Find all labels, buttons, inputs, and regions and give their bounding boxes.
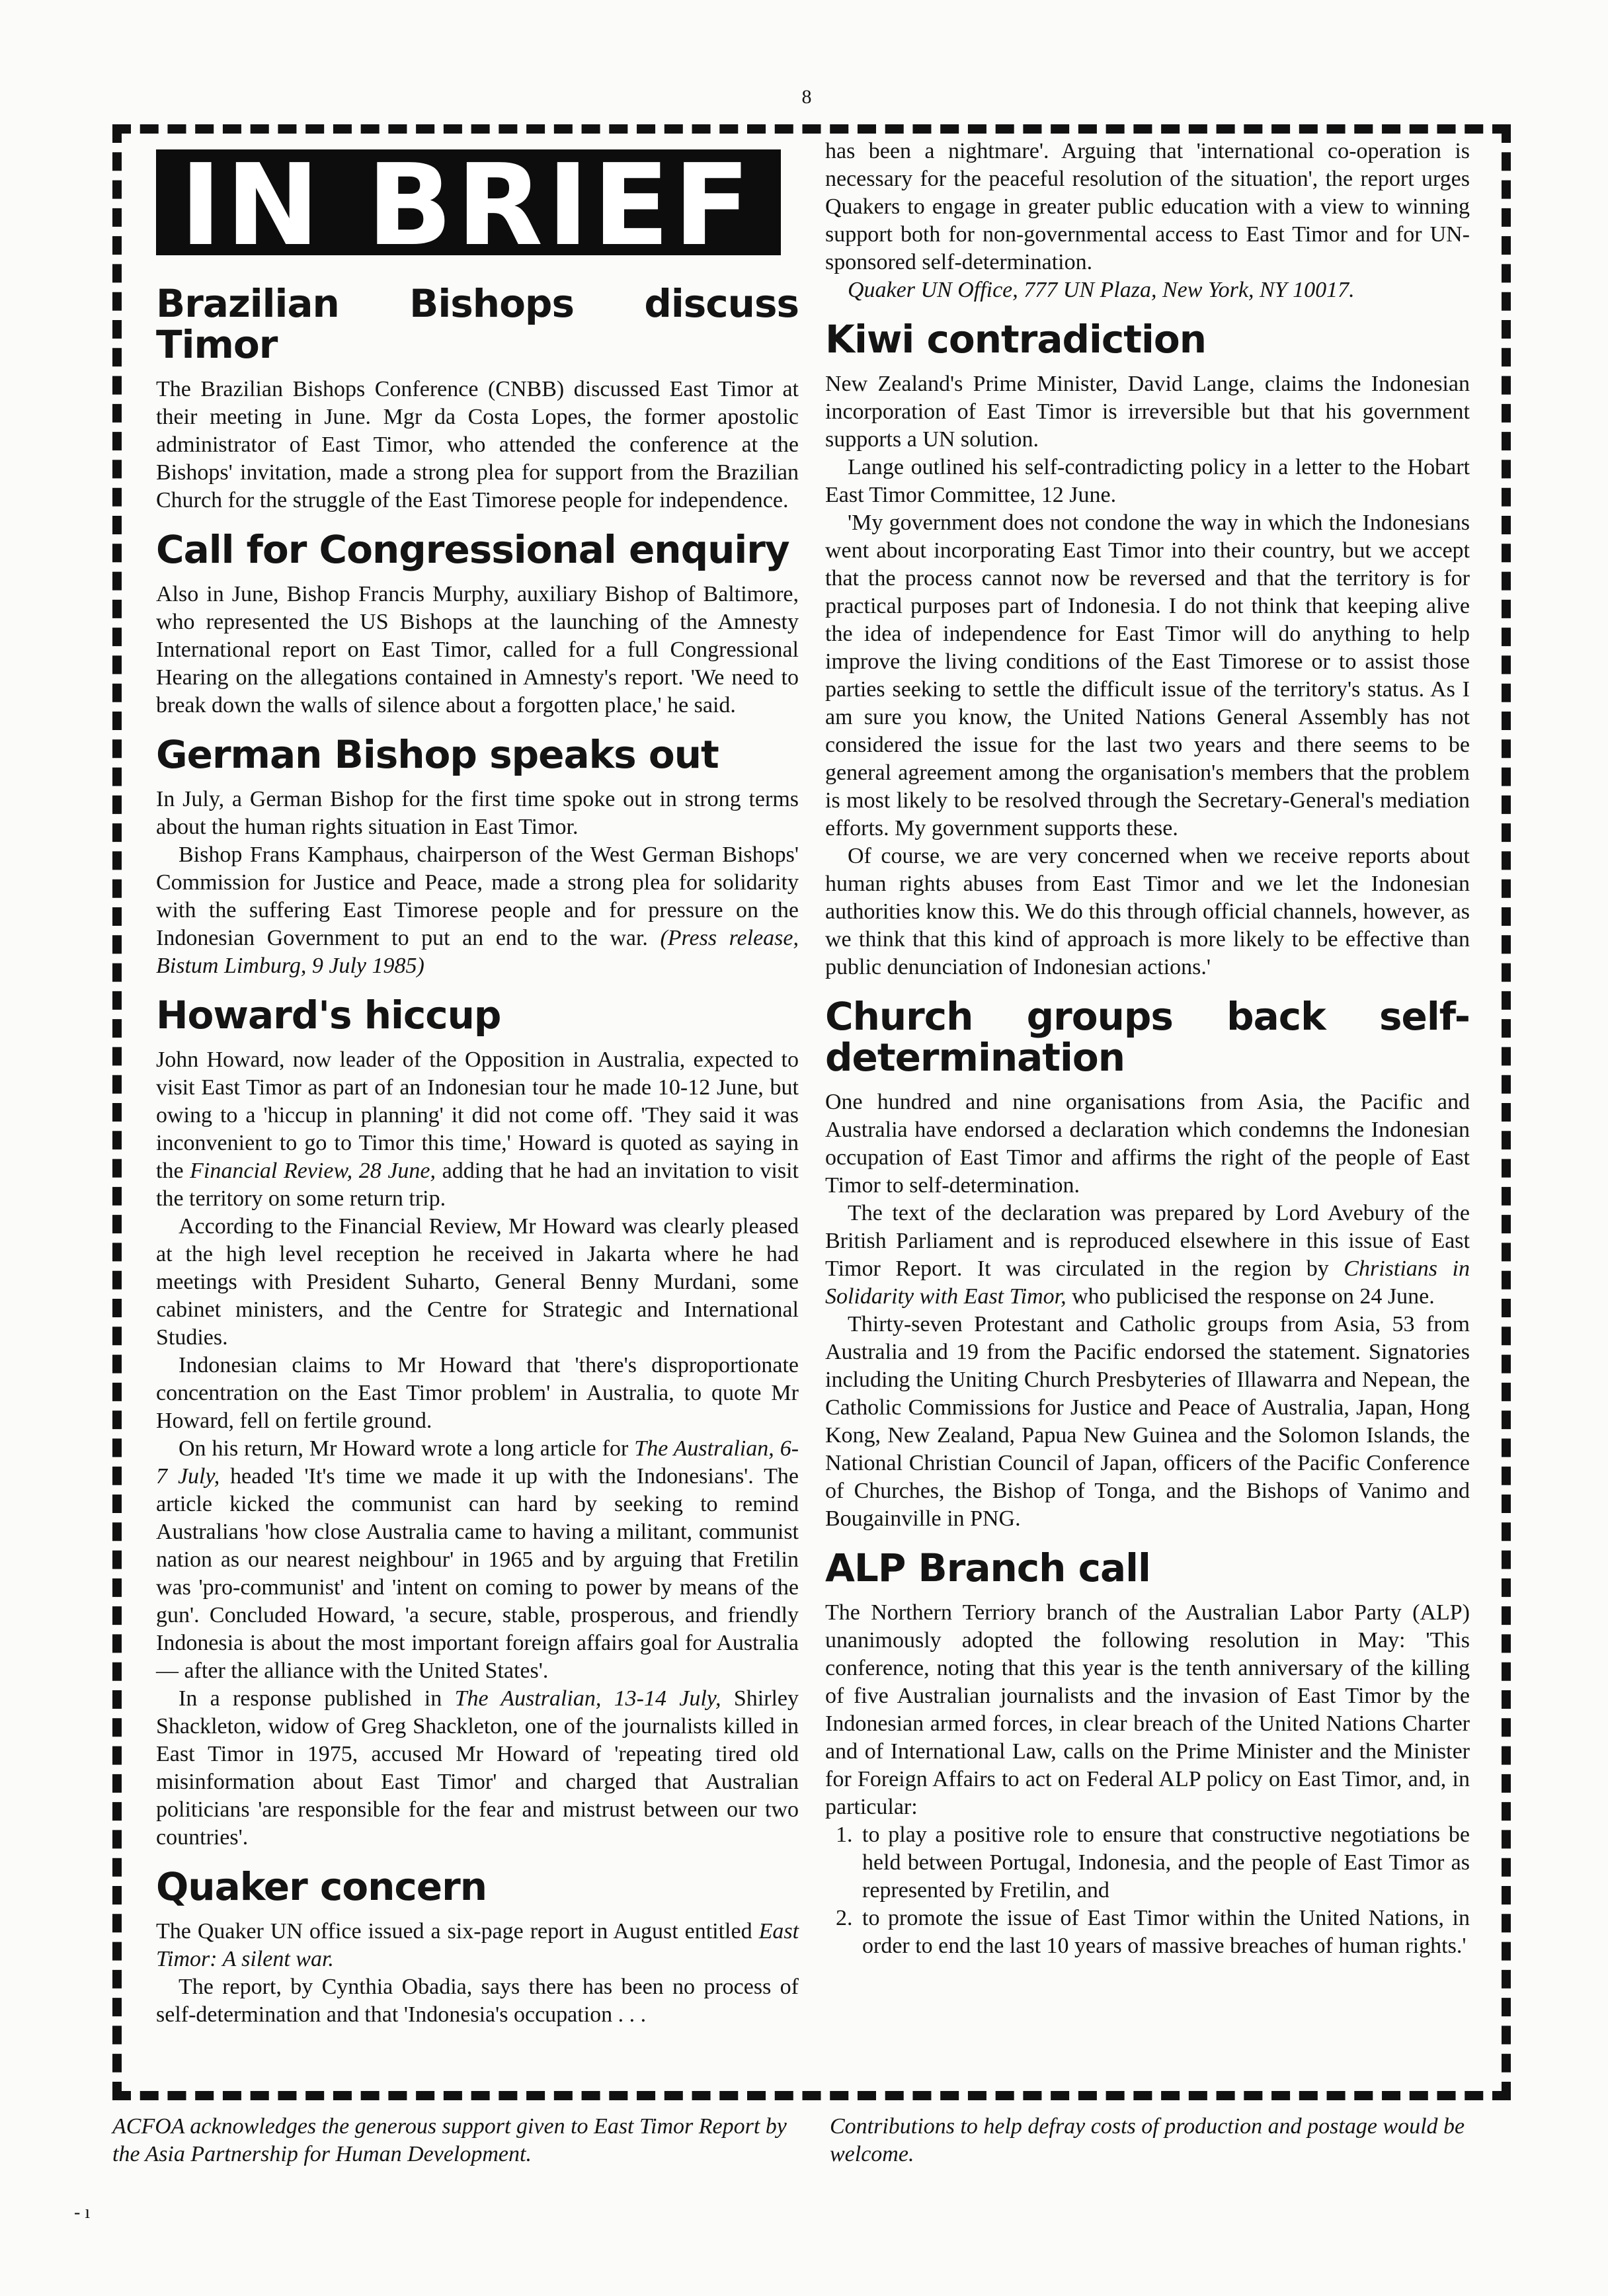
howard-paragraph-2: According to the Financial Review, Mr Howard was clearly pleased at the high level reception he received in Jakarta where he had meetings with President Suharto, General Benny Murdani, some cabinet ministers, and the Centre for Strategic and International Studies. [156,1214,799,1350]
howard-p5-end: Shirley Shackleton, widow of Greg Shackleton, one of the journalists killed in East Timor in 1975, accused Mr Howard of 'repeating tired old misinformation about East Timor' and charged that Australian politicians 'are responsible for the fear and mistrust between our two countries'. [156,1686,799,1850]
german-paragraph-1: In July, a German Bishop for the first time spoke out in strong terms about the human rights situation in East Timor. [156,787,799,839]
kiwi-paragraph-1: New Zealand's Prime Minister, David Lange, claims the Indonesian incorporation of East Timor is irreversible but that his government supports a UN solution. [825,372,1470,452]
margin-mark: - ı [74,2202,91,2223]
howard-p4-start: On his return, Mr Howard wrote a long article for [179,1436,629,1461]
alp-point-1: 1. to play a positive role to ensure that constructive negotiations be held between Portugal, Indonesia, and the people of East Timor as represented by Fretilin, and [858,1821,1470,1905]
heading-brazilian-bishops: Brazilian Bishops discuss Timor [156,281,799,367]
howard-p1-citation: Financial Review, 28 June, [190,1159,436,1183]
heading-german-bishop: German Bishop speaks out [156,732,719,777]
quaker-report-title: East Timor: A silent war. [156,1919,799,1971]
heading-congressional-enquiry: Call for Congressional enquiry [156,527,789,572]
alp-point-2: 2. to promote the issue of East Timor within the United Nations, in order to end the last 10 years of massive breaches of human rights.' [858,1905,1470,1960]
in-brief-masthead: IN BRIEF [156,149,781,255]
church-paragraph-2 [825,1200,1470,1311]
footer-contributions: Contributions to help defray costs of production and postage would be welcome. [830,2114,1465,2166]
quaker-paragraph-2: The report, by Cynthia Obadia, says there has been no process of self-determination and that 'Indonesia's occupation . . . [156,1975,799,2027]
footer-acknowledgement: ACFOA acknowledges the generous support given to East Timor Report by the Asia Partnership for Human Development. [112,2114,787,2166]
kiwi-paragraph-2: Lange outlined his self-contradicting policy in a letter to the Hobart East Timor Committee, 12 June. [825,455,1470,507]
howard-paragraph-1 [156,1046,799,1213]
howard-p4-citation: The Australian, 6-7 July, [156,1436,799,1489]
brazilian-paragraph-1: The Brazilian Bishops Conference (CNBB) discussed East Timor at their meeting in June. Mgr da Costa Lopes, the former apostolic administrator of East Timor, who attended the conference at the Bishops' invitation, made a strong plea for support from the Brazilian Church for the struggle of the East Timorese people for independence. [156,377,799,512]
quaker-continued-paragraph: has been a nightmare'. Arguing that 'international co-operation is necessary for the peaceful resolution of the situation', the report urges Quakers to engage in greater public education with a view to winning support both for non-governmental access to East Timor and for UN-sponsored self-determination. [825,139,1470,274]
howard-p1-text: John Howard, now leader of the Opposition in Australia, expected to visit East Timor as part of an Indonesian tour he made 10-12 June, but owing to a 'hiccup in planning' it did not come off. 'They said it was inconvenient to go to Timor this time,' Howard is quoted as saying in the [156,1047,799,1183]
howard-paragraph-5 [156,1685,799,1852]
page-number: 8 [801,86,812,108]
howard-p5-start: In a response published in [179,1686,442,1711]
left-column [156,138,799,2029]
howard-paragraph-3: Indonesian claims to Mr Howard that 'there's disproportionate concentration on the East Timor problem' in Australia, to quote Mr Howard, fell on fertile ground. [156,1353,799,1433]
heading-kiwi-contradiction: Kiwi contradiction [825,317,1206,362]
quaker-p1-start: The Quaker UN office issued a six-page report in August entitled [156,1919,752,1944]
alp-paragraph-1: The Northern Terriory branch of the Australian Labor Party (ALP) unanimously adopted the following resolution in May: 'This conference, noting that this year is the tenth anniversary of the killing of five Australian journalists and the invasion of East Timor by the Indonesian armed forces, in clear breach of the United Nations Charter and of International Law, calls on the Prime Minister and the Minister for Foreign Affairs to act on Federal ALP policy on East Timor, and, in particular: [825,1600,1470,1819]
church-p2-end: who publicised the response on 24 June. [1072,1284,1435,1309]
kiwi-paragraph-4: Of course, we are very concerned when we receive reports about human rights abuses from East Timor and we let the Indonesian authorities know this. We do this through official channels, however, as we think that this kind of approach is more likely to be effective than public denunciation of Indonesian actions.' [825,844,1470,979]
german-paragraph-2-text: Bishop Frans Kamphaus, chairperson of the West German Bishops' Commission for Justice and Peace, made a strong plea for solidarity with the suffering East Timorese people and for pressure on the Indonesian Government to put an end to the war. [156,842,799,950]
heading-church-groups: Church groups back self-determination [825,994,1470,1080]
church-paragraph-1: One hundred and nine organisations from Asia, the Pacific and Australia have endorsed a declaration which condemns the Indonesian occupation of East Timor and affirms the right of the people of East Timor to self-determination. [825,1090,1470,1198]
heading-howards-hiccup: Howard's hiccup [156,993,501,1038]
howard-p4-end: headed 'It's time we made it up with the Indonesians'. The article kicked the communist can hard by seeking to remind Australians 'how close Australia came to having a militant, communist nation as our nearest neighbour' in 1965 and by arguing that Fretilin was 'pro-communist' and 'intent on coming to power by means of the gun'. Concluded Howard, 'a secure, stable, prosperous, and friendly Indonesia is about the most important foreign affairs goal for Australia — after the alliance with the United States'. [156,1464,799,1683]
howard-p1-end: adding that he had an invitation to visit the territory on some return trip. [156,1159,799,1211]
heading-alp-branch-call: ALP Branch call [825,1545,1150,1590]
german-source: (Press release, Bistum Limburg, 9 July 1985) [156,926,799,978]
quaker-paragraph-1 [156,1918,799,1973]
howard-p5-citation: The Australian, 13-14 July, [454,1686,721,1711]
quaker-source: Quaker UN Office, 777 UN Plaza, New York, NY 10017. [848,278,1355,302]
howard-paragraph-4 [156,1435,799,1685]
church-p2-start: The text of the declaration was prepared by Lord Avebury of the British Parliament and is reproduced elsewhere in this issue of East Timor Report. It was circulated in the region by [825,1201,1470,1281]
heading-quaker-concern: Quaker concern [156,1864,487,1909]
german-paragraph-2 [156,841,799,980]
church-paragraph-3: Thirty-seven Protestant and Catholic groups from Asia, 53 from Australia and 19 from the Pacific endorsed the statement. Signatories including the Uniting Church Presbyteries of Illawarra and Nepean, the Catholic Commissions for Justice and Peace of Australia, Japan, Hong Kong, New Zealand, Papua New Guinea and the Solomon Islands, the National Christian Council of Japan, officers of the Pacific Conference of Churches, the Bishop of Tonga, and the Bishops of Vanimo and Bougainville in PNG. [825,1312,1470,1531]
right-column [825,138,1470,1960]
alp-resolution-points [825,1821,1470,1960]
congressional-paragraph-1: Also in June, Bishop Francis Murphy, auxiliary Bishop of Baltimore, who represented the US Bishops at the launching of the Amnesty International report on East Timor, called for a full Congressional Hearing on the allegations contained in Amnesty's report. 'We need to break down the walls of silence about a forgotten place,' he said. [156,582,799,718]
church-p2-organisation: Christians in Solidarity with East Timor, [825,1256,1470,1309]
kiwi-paragraph-3: 'My government does not condone the way in which the Indonesians went about incorporating East Timor into their country, but we accept that the process cannot now be reversed and that the territory is for practical purposes part of Indonesia. I do not think that keeping alive the idea of independence for East Timor will do anything to help improve the living conditions of the East Timorese or to assist those parties seeking to settle the difficult issue of the territory's status. As I am sure you know, the United Nations General Assembly has not considered the issue for the last two years and there seems to be general agreement among the organisation's members that the problem is most likely to be resolved through the Secretary-General's mediation efforts. My government supports these. [825,511,1470,840]
